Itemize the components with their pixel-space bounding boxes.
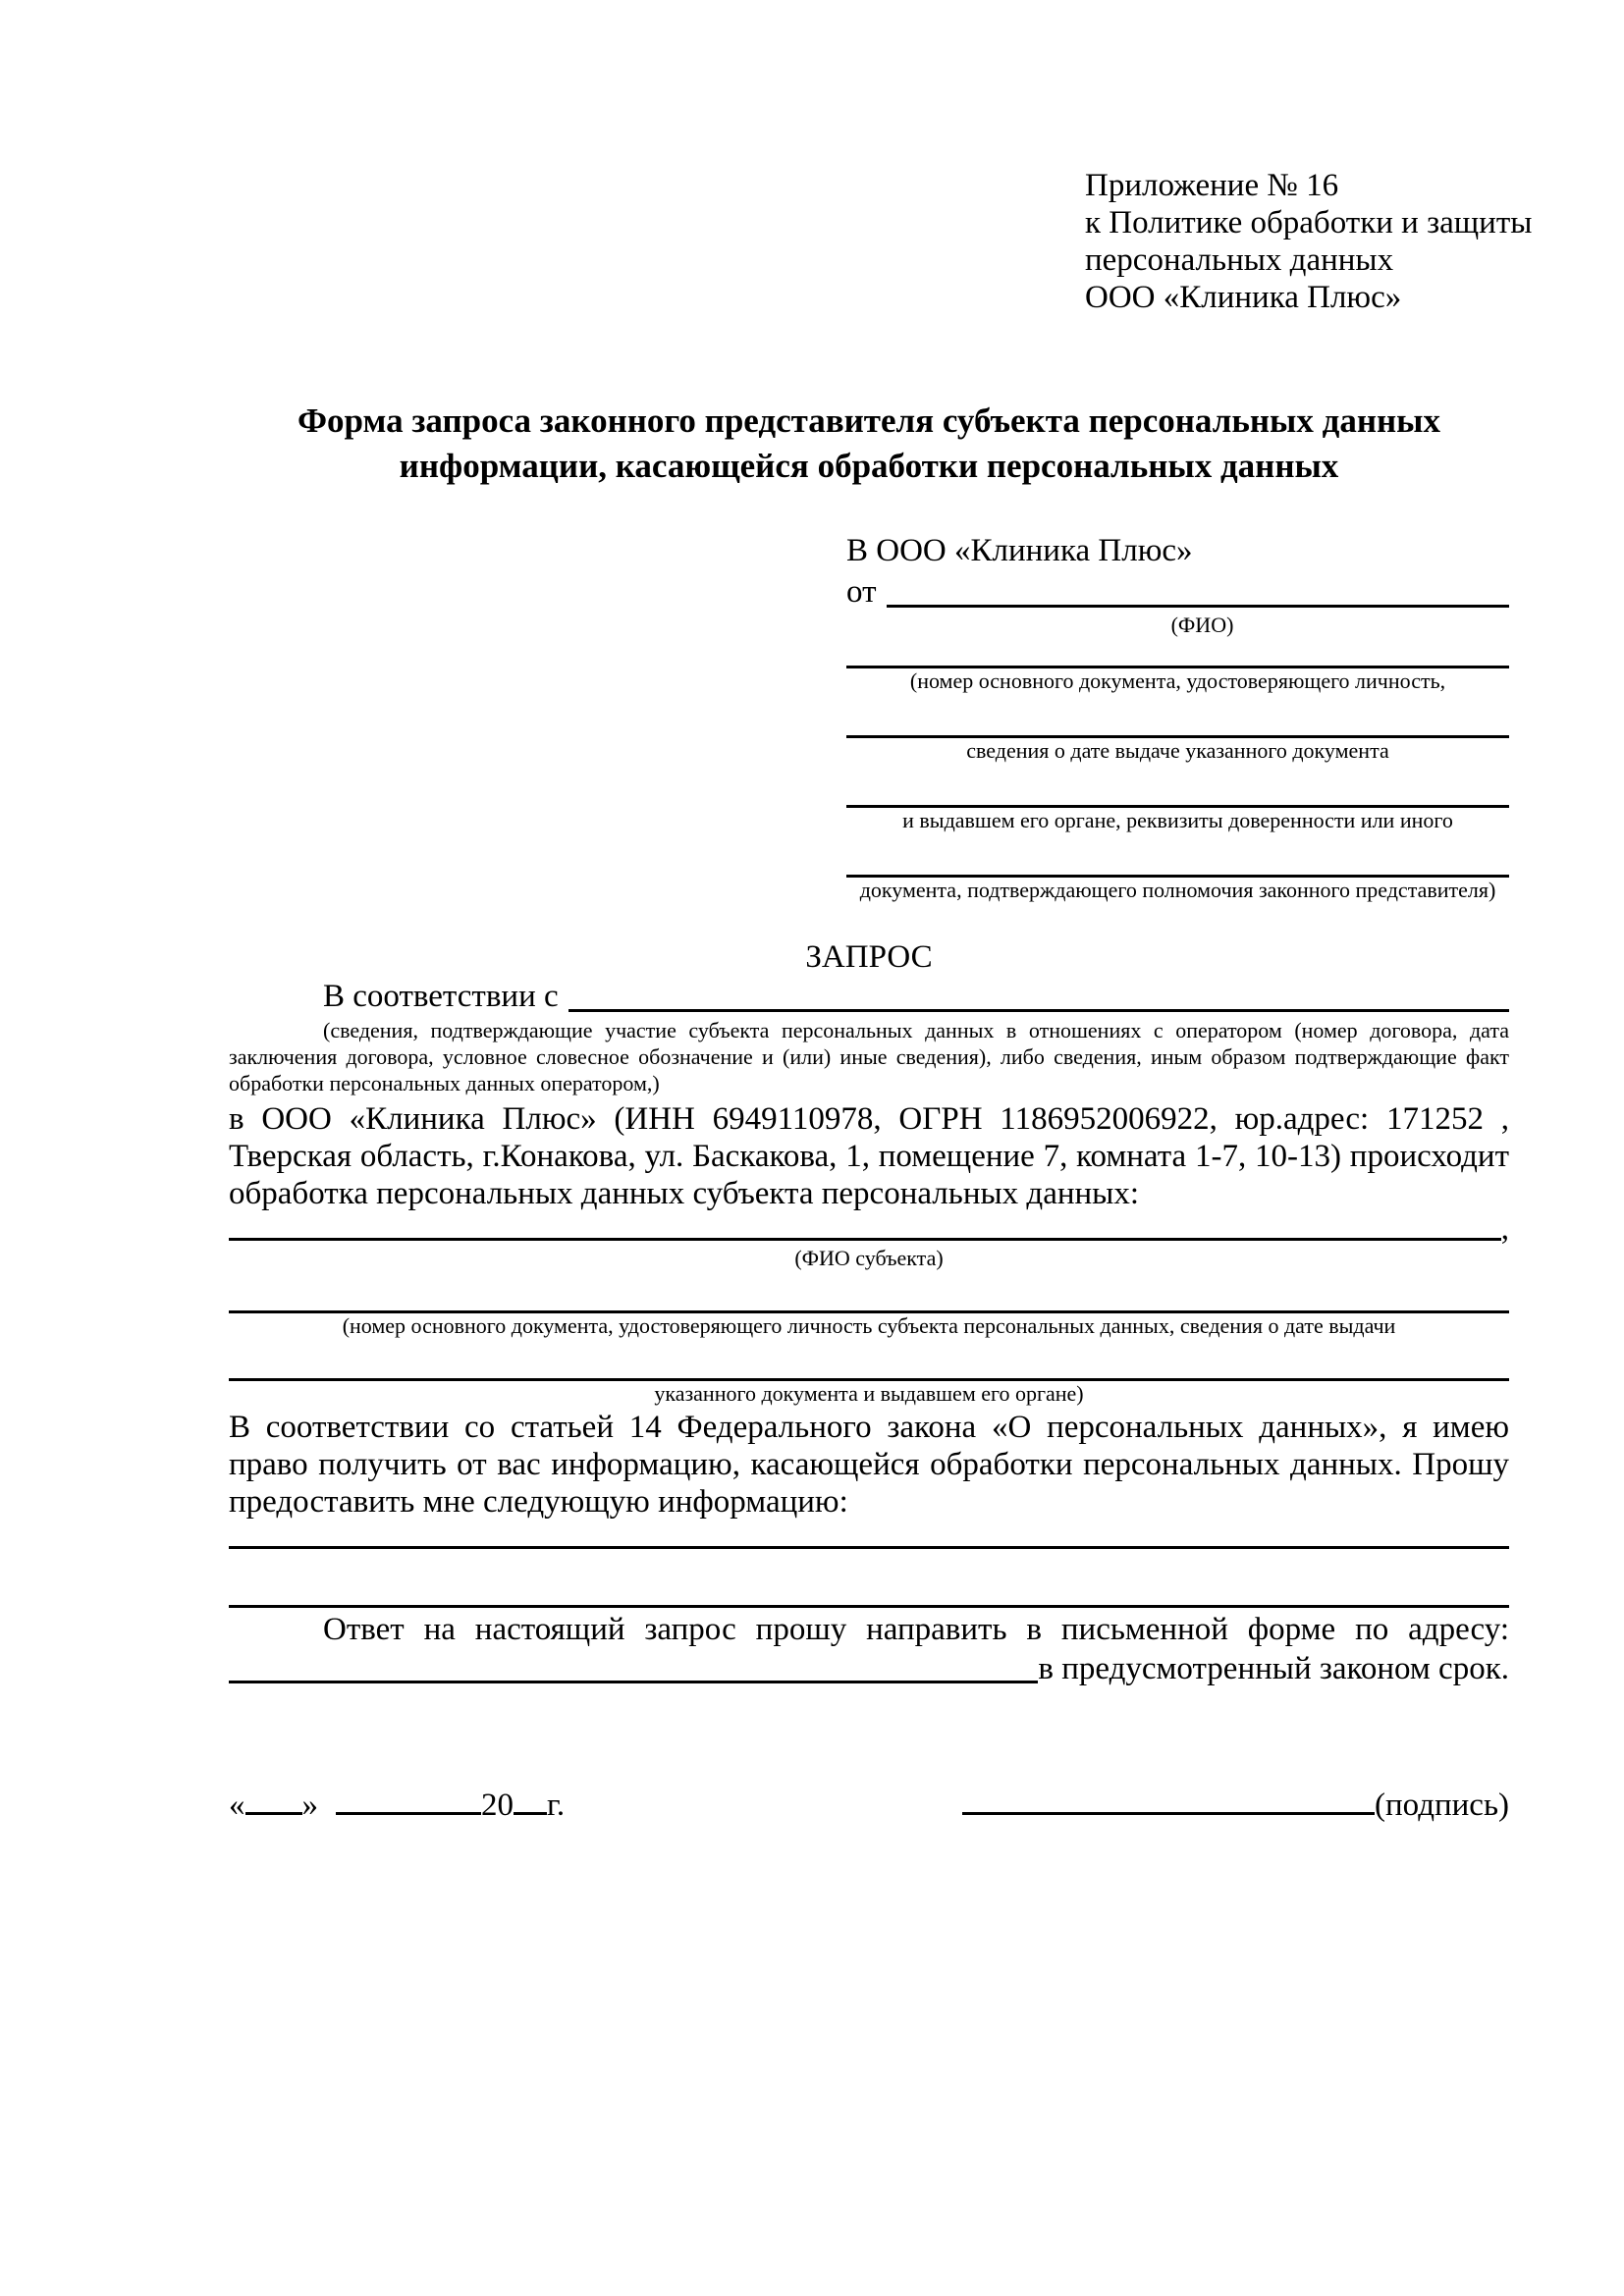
date-quote-close: » xyxy=(301,1788,318,1823)
date-year-prefix: 20 xyxy=(481,1788,514,1823)
field-caption-4: документа, подтверждающего полномочия законного представителя) xyxy=(859,878,1496,902)
from-underline xyxy=(887,605,1510,608)
subject-doc-underline-1 xyxy=(229,1271,1509,1313)
addressee-org: В ООО «Клиника Плюс» xyxy=(846,533,1193,568)
subject-doc-underline-2 xyxy=(229,1339,1509,1381)
answer-paragraph: Ответ на настоящий запрос прошу направить в письменной форме по адресу: xyxy=(323,1612,1509,1647)
appendix-header xyxy=(1085,167,1533,316)
intro-note: (сведения, подтверждающие участие субъекта персональных данных в отношениях с оператором (номер договора, дата заключения договора, условное словесное обозначение и (или) иные сведения), либо сведения, иным образом подтверждающие факт обработки персональных данных оператором,) xyxy=(229,1018,1509,1095)
subject-doc-caption-1: (номер основного документа, удостоверяющего личность субъекта персональных данных, сведения о дате выдачи xyxy=(342,1313,1396,1338)
date-day-underline xyxy=(245,1802,302,1815)
signature-field xyxy=(962,1787,1509,1824)
intro-label: В соответствии с xyxy=(323,979,559,1014)
field-caption-3: и выдавшем его органе, реквизиты доверенности или иного xyxy=(902,808,1453,832)
answer-suffix: в предусмотренный законом срок. xyxy=(1038,1651,1509,1686)
law-paragraph: В соответствии со статьей 14 Федерального закона «О персональных данных», я имею право получить от вас информацию, касающейся обработки персональных данных. Прошу предоставить мне следующую информацию: xyxy=(229,1410,1509,1520)
intro-row xyxy=(229,976,1509,1017)
subject-fio-row xyxy=(229,1212,1509,1246)
intro-underline xyxy=(568,1009,1509,1012)
field-underline-2 xyxy=(846,694,1509,738)
date-month-underline xyxy=(336,1802,481,1815)
answer-address-row xyxy=(229,1649,1509,1688)
appendix-header-line-1: Приложение № 16 xyxy=(1085,168,1339,203)
subject-comma: , xyxy=(1500,1211,1509,1247)
form-title-line-1: Форма запроса законного представителя субъекта персональных данных xyxy=(298,401,1440,440)
representative-doc-field-3 xyxy=(846,764,1509,833)
signature-caption: (подпись) xyxy=(1375,1788,1509,1823)
field-caption-2: сведения о дате выдаче указанного документа xyxy=(966,738,1389,763)
form-title-line-2: информации, касающейся обработки персональных данных xyxy=(399,447,1339,485)
representative-doc-field-2 xyxy=(846,694,1509,764)
field-underline-4 xyxy=(846,833,1509,878)
operator-paragraph: в ООО «Клиника Плюс» (ИНН 6949110978, ОГРН 1186952006922, юр.адрес: 171252 , Тверская область, г.Конакова, ул. Баскакова, 1, помещение 7, комната 1-7, 10-13) происходит обработка персональных данных субъекта персональных данных: xyxy=(229,1101,1509,1211)
date-quote-open: « xyxy=(229,1788,245,1823)
answer-address-underline xyxy=(229,1681,1038,1683)
appendix-header-line-3: персональных данных xyxy=(1085,242,1394,278)
date-field xyxy=(229,1787,565,1824)
appendix-header-line-2: к Политике обработки и защиты xyxy=(1085,205,1533,240)
date-signature-row xyxy=(229,1787,1509,1824)
blank-underline-2 xyxy=(229,1549,1509,1608)
appendix-header-line-4: ООО «Клиника Плюс» xyxy=(1085,280,1402,315)
subject-doc-caption-2: указанного документа и выдавшем его органе) xyxy=(654,1381,1084,1406)
addressee-block xyxy=(846,530,1509,903)
subject-fio-underline xyxy=(229,1238,1501,1241)
date-year-suffix: г. xyxy=(547,1788,566,1823)
representative-doc-field-4 xyxy=(846,833,1509,903)
form-title xyxy=(229,399,1509,489)
field-underline-1 xyxy=(846,638,1509,668)
fio-caption: (ФИО) xyxy=(1170,613,1234,637)
representative-doc-field-1 xyxy=(846,638,1509,694)
date-year-underline xyxy=(514,1802,547,1815)
subject-fio-caption: (ФИО субъекта) xyxy=(794,1246,944,1270)
field-underline-3 xyxy=(846,764,1509,808)
blank-underline-1 xyxy=(229,1521,1509,1549)
request-heading: ЗАПРОС xyxy=(805,939,933,975)
from-row xyxy=(846,571,1509,613)
from-label: от xyxy=(846,574,877,610)
signature-underline xyxy=(962,1802,1375,1815)
field-caption-1: (номер основного документа, удостоверяющего личность, xyxy=(909,668,1446,693)
